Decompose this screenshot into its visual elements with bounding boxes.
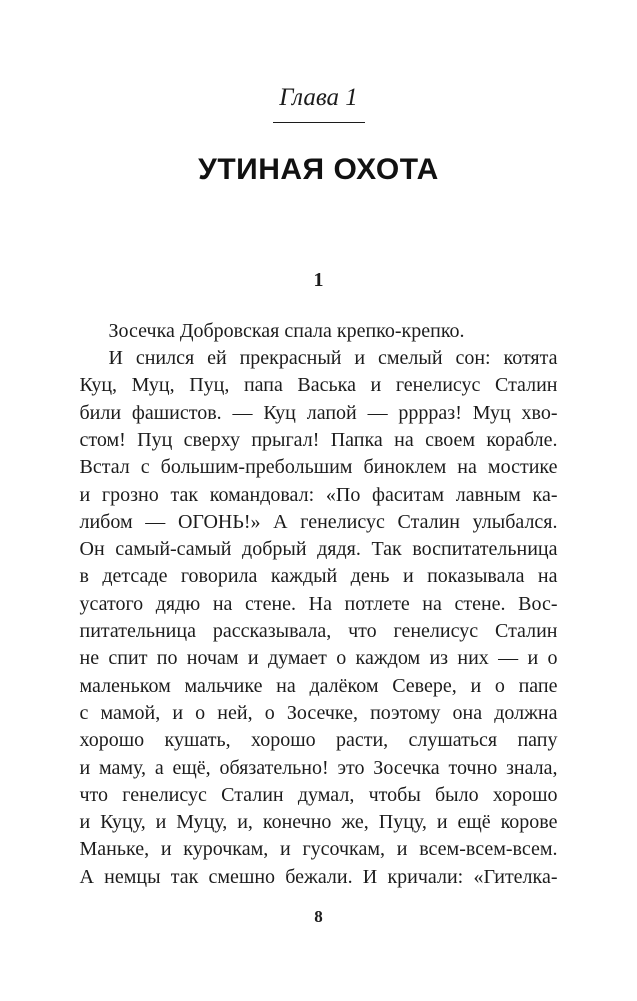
body-line: хорошо кушать, хорошо расти, слушаться папу <box>79 729 558 752</box>
section-number: 1 <box>313 268 324 291</box>
body-line: И снился ей прекрасный и смелый сон: котята <box>108 347 558 370</box>
body-line: Зосечка Добровская спала крепко-крепко. <box>108 319 465 342</box>
body-line: били фашистов. — Куц лапой — рррраз! Муц хво- <box>79 401 558 424</box>
body-line: Он самый-самый добрый дядя. Так воспитательница <box>79 538 558 561</box>
body-line: и грозно так командовал: «По фаситам лавным ка- <box>79 483 558 506</box>
chapter-divider <box>273 122 365 123</box>
body-line: питательница рассказывала, что генелисус Сталин <box>79 620 558 643</box>
body-line: усатого дядю на стене. На потлете на стене. Вос- <box>79 592 558 615</box>
chapter-label: Глава 1 <box>279 84 358 111</box>
body-line: стом! Пуц сверху прыгал! Папка на своем корабле. <box>79 428 558 451</box>
body-line: либом — ОГОНЬ!» А генелисус Сталин улыбался. <box>79 510 558 533</box>
body-line: маленьком мальчике на далёком Севере, и о папе <box>79 674 558 697</box>
body-line: с мамой, и о ней, о Зосечке, поэтому она должна <box>79 701 558 724</box>
body-line: и Куцу, и Муцу, и, конечно же, Пуцу, и ещё корове <box>79 811 558 834</box>
body-line: А немцы так смешно бежали. И кричали: «Гителка- <box>79 865 558 888</box>
body-text <box>80 318 558 891</box>
body-line: и маму, а ещё, обязательно! это Зосечка точно знала, <box>79 756 558 779</box>
body-line: Маньке, и курочкам, и гусочкам, и всем-всем-всем. <box>79 838 558 861</box>
body-line: не спит по ночам и думает о каждом из них — и о <box>79 647 558 670</box>
body-line: Куц, Муц, Пуц, папа Васька и генелисус Сталин <box>79 374 558 397</box>
body-line: Встал с большим-пребольшим биноклем на мостике <box>79 456 558 479</box>
chapter-title: УТИНАЯ ОХОТА <box>198 152 439 186</box>
body-line: что генелисус Сталин думал, чтобы было хорошо <box>79 783 558 806</box>
page-number: 8 <box>314 907 323 926</box>
body-line: в детсаде говорила каждый день и показывала на <box>79 565 558 588</box>
